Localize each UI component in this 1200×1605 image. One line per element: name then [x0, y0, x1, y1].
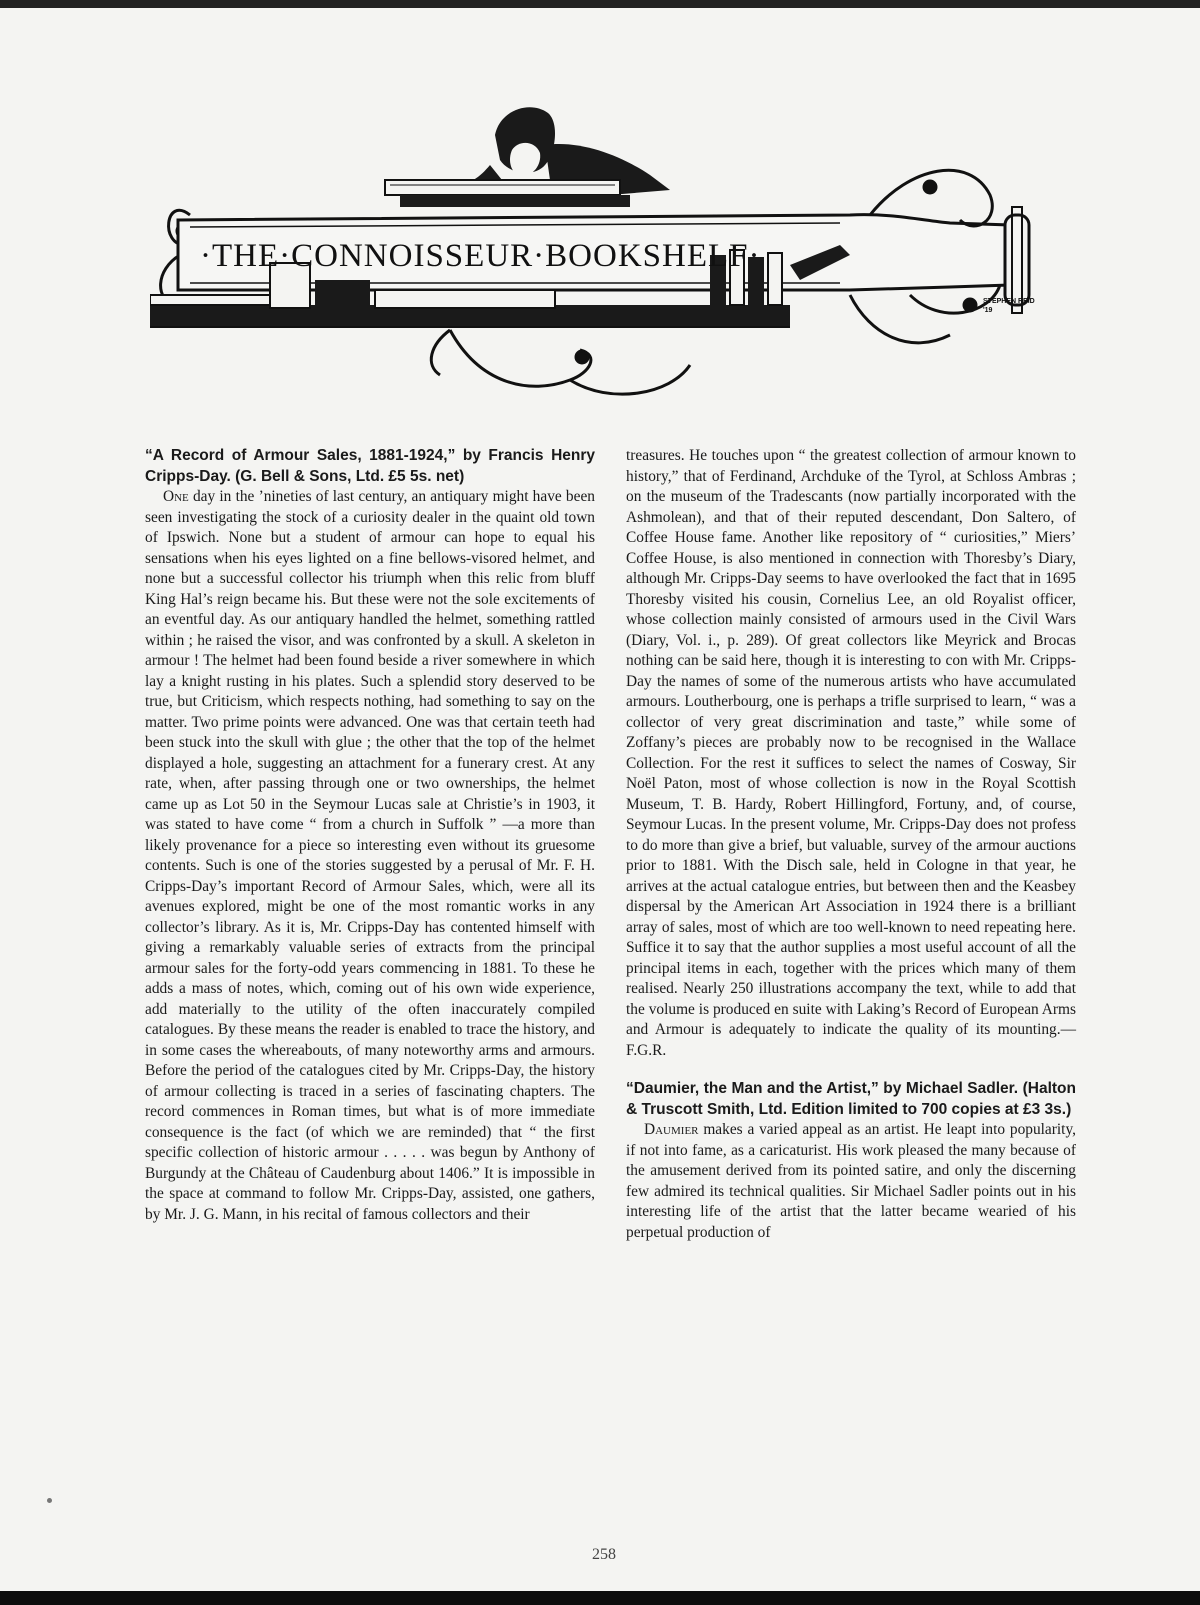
scan-speck [47, 1498, 52, 1503]
review-heading-armour: “A Record of Armour Sales, 1881-1924,” by Francis Henry Cripps-Day. (G. Bell & Sons, Ltd. £5 5s. net) [145, 447, 595, 485]
review-text-left: day in the ’nineties of last century, an antiquary might have been seen investigating the stock of a curiosity dealer in the quaint old town of Ipswich. None but a student of armour can hope to equal his sensations when his eyes lighted on a fine bellows-visored helmet, and none but a successful collector his triumph when this relic from bluff King Hal’s reign became his. But these were not the sole excitements of an eventful day. As our antiquary handled the helmet, something rattled within ; he raised the visor, and was confronted by a skull. A skeleton in armour ! The helmet had been found beside a river somewhere in which lay a knight rusting in his plates. Such a splendid story deserved to be true, but Criticism, which respects nothing, had something to say on the matter. Two prime points were advanced. One was that certain teeth had been stuck into the skull with glue ; the other that the top of the helmet displayed a hole, suggesting an attachment for a funerary crest. At any rate, when, after passing through one or two ownerships, the helmet came up as Lot 50 in the Seymour Lucas sale at Christie’s in 1903, it was stated to have come “ from a church in Suffolk ” —a more than likely provenance for a piece so interesting even without its gruesome contents. Such is one of the stories suggested by a perusal of Mr. F. H. Cripps-Day’s important Record of Armour Sales, which, were all its avenues explored, might be one of the most romantic works in any collector’s library. As it is, Mr. Cripps-Day has contented himself with giving a remarkably valuable series of extracts from the principal armour sales for the forty-odd years commencing in 1881. To these he adds a mass of notes, which, coming out of his own wide experience, add materially to the utility of the often inaccurately compiled catalogues. By these means the reader is enabled to trace the history, and in some cases the whereabouts, of many noteworthy arms and armours. Before the period of the catalogues cited by Mr. Cripps-Day, the history of armour collecting is traced in a series of fascinating chapters. The record commences in Roman times, but what is of more immediate consequence is the fact (of which we are reminded) that “ the first specific collection of historic armour . . . . . was begun by Anthony of Burgundy at the Château of Caudenburg about 1406.” It is impossible in the space at command to follow Mr. Cripps-Day, assisted, one gathers, by Mr. J. G. Mann, in his recital of famous collectors and their [145, 488, 595, 1223]
section-gap [626, 1061, 1076, 1079]
masthead-title: ·THE·CONNOISSEUR·BOOKSHELF· [200, 238, 761, 274]
review-heading-daumier: “Daumier, the Man and the Artist,” by Michael Sadler. (Halton & Truscott Smith, Ltd. Edition limited to 700 copies at £3 3s.) [626, 1080, 1076, 1118]
review-body-daumier [626, 1120, 1076, 1243]
review-text-daumier: makes a varied appeal as an artist. He leapt into popularity, if not into fame, as a caricaturist. His work pleased the many because of the amusement derived from its pointed satire, and only the discerning few admired its technical qualities. Sir Michael Sadler points out in his interesting life of the artist that the latter became wearied of his perpetual production of [626, 1121, 1076, 1241]
left-column [145, 446, 595, 1225]
review-body-armour-part1 [145, 487, 595, 1225]
artist-signature: STEPHEN REID '19 [983, 298, 1035, 314]
drop-lead-word: Daumier [644, 1121, 699, 1138]
right-column [626, 446, 1076, 1243]
drop-lead-word: One [163, 488, 189, 505]
scan-bottom-edge [0, 1591, 1200, 1605]
review-body-armour-part2: treasures. He touches upon “ the greatest collection of armour known to history,” that of Ferdinand, Archduke of the Tyrol, at Schloss Ambras ; on the museum of the Tradescants (now partially incorporated with the Ashmolean), and that of their reputed descendant, Don Saltero, of Coffee House fame. Another like repository of “ curiosities,” Miers’ Coffee House, is also mentioned in connection with Thoresby’s Diary, although Mr. Cripps-Day seems to have overlooked the fact that in 1695 Thoresby visited his cousin, Cornelius Lee, an old Royalist officer, whose collection mainly consisted of armours used in the Civil Wars (Diary, Vol. i., p. 289). Of great collectors like Meyrick and Brocas nothing can be said here, though it is interesting to con with Mr. Cripps-Day the names of some of the numerous artists who have accumulated armours. Loutherbourg, one is perhaps a trifle surprised to learn, “ was a collector of very great discrimination and taste,” while some of Zoffany’s pieces are probably now to be recognised in the Wallace Collection. For the rest it suffices to select the names of Cosway, Sir Noël Paton, most of whose collection is now in the Royal Scottish Museum, T. B. Hardy, Robert Hillingford, Fortuny, and, of course, Seymour Lucas. In the present volume, Mr. Cripps-Day does not profess to do more than give a brief, but valuable, survey of the armour auctions prior to 1881. With the Disch sale, held in Cologne in that year, he arrives at the actual catalogue entries, but between then and the Keasbey dispersal by the American Art Association in 1924 there is a brilliant array of sales, most of which are too well-known to need repeating here. Suffice it to say that the author supplies a most useful account of all the principal items in each, together with the prices which many of them realised. Nearly 250 illustrations accompany the text, while to add that the volume is produced en suite with Laking’s Record of European Arms and Armour is adequately to indicate the quality of its mounting.—F.G.R. [626, 447, 1076, 1059]
lower-cartouche-ornament-icon [431, 330, 690, 394]
scan-top-edge [0, 0, 1200, 8]
page-number: 258 [592, 1546, 616, 1563]
